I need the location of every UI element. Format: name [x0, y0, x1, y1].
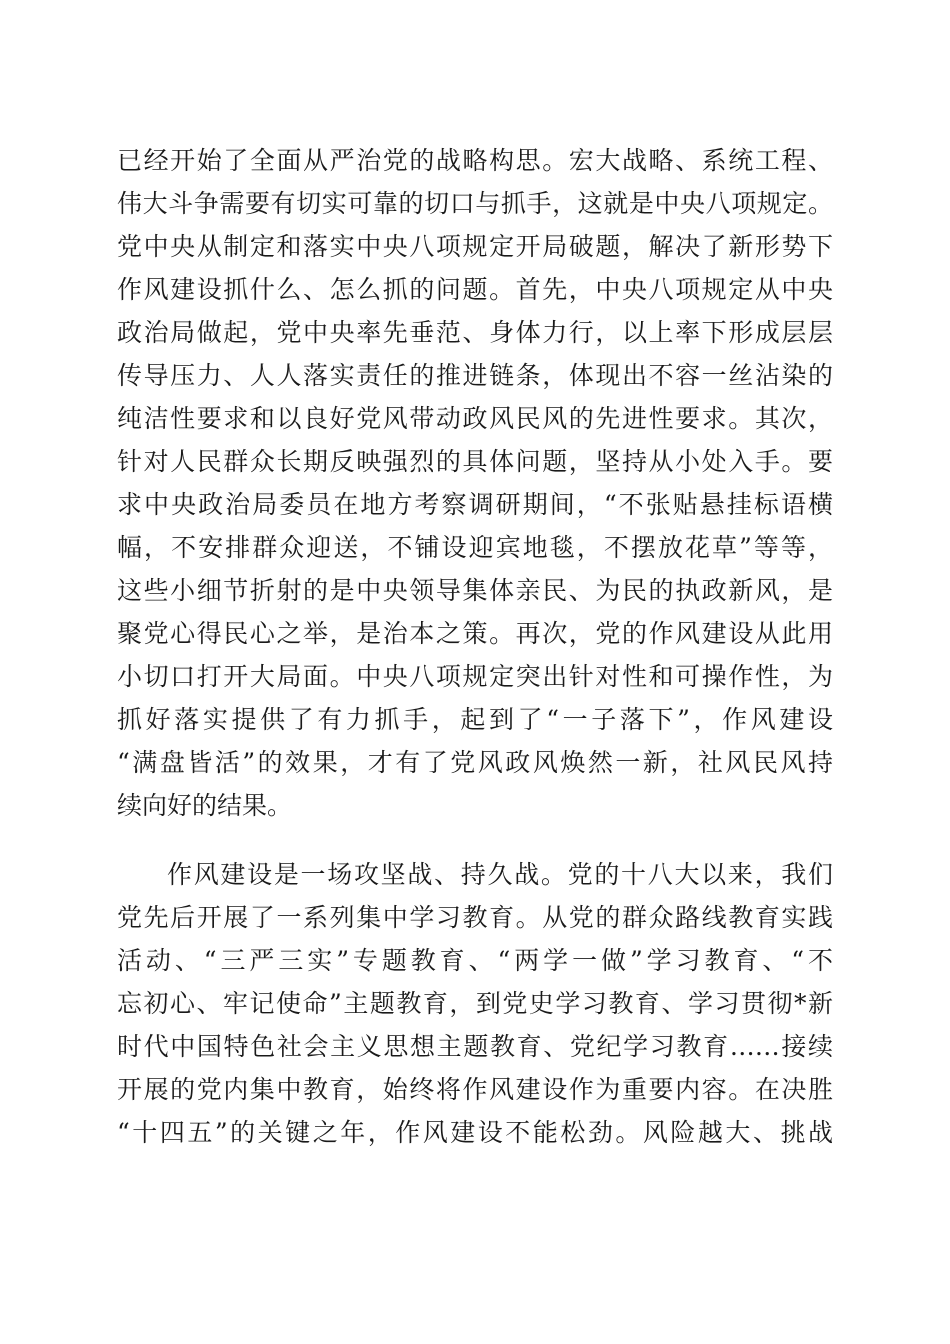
text-line: 聚党心得民心之举，是治本之策。再次，党的作风建设从此用 [117, 619, 833, 648]
text-line: 伟大斗争需要有切实可靠的切口与抓手，这就是中央八项规定。 [117, 189, 833, 218]
text-line: 政治局做起，党中央率先垂范、身体力行，以上率下形成层层 [117, 318, 833, 347]
text-line: 党中央从制定和落实中央八项规定开局破题，解决了新形势下 [117, 232, 833, 261]
text-line: 作风建设抓什么、怎么抓的问题。首先，中央八项规定从中央 [117, 275, 833, 304]
text-line: 抓好落实提供了有力抓手，起到了“一子落下”，作风建设 [117, 705, 833, 734]
text-line: 党先后开展了一系列集中学习教育。从党的群众路线教育实践 [117, 903, 833, 932]
text-line: 这些小细节折射的是中央领导集体亲民、为民的执政新风，是 [117, 576, 833, 605]
text-line: 开展的党内集中教育，始终将作风建设作为重要内容。在决胜 [117, 1075, 833, 1104]
text-line: “满盘皆活”的效果，才有了党风政风焕然一新，社风民风持 [117, 748, 833, 777]
text-line: 小切口打开大局面。中央八项规定突出针对性和可操作性，为 [117, 662, 833, 691]
text-line: 传导压力、人人落实责任的推进链条，体现出不容一丝沾染的 [117, 361, 833, 390]
text-line: 作风建设是一场攻坚战、持久战。党的十八大以来，我们 [167, 860, 833, 889]
text-line: “十四五”的关键之年，作风建设不能松劲。风险越大、挑战 [117, 1118, 833, 1147]
text-line: 已经开始了全面从严治党的战略构思。宏大战略、系统工程、 [117, 146, 833, 175]
text-line: 针对人民群众长期反映强烈的具体问题，坚持从小处入手。要 [117, 447, 833, 476]
text-line: 求中央政治局委员在地方考察调研期间，“不张贴悬挂标语横 [117, 490, 833, 519]
text-line: 忘初心、牢记使命”主题教育，到党史学习教育、学习贯彻*新 [117, 989, 833, 1018]
text-line: 活动、“三严三实”专题教育、“两学一做”学习教育、“不 [117, 946, 833, 975]
text-line: 续向好的结果。 [117, 791, 293, 820]
text-line: 纯洁性要求和以良好党风带动政风民风的先进性要求。其次， [117, 404, 833, 433]
text-line: 幅，不安排群众迎送，不铺设迎宾地毯，不摆放花草”等等， [117, 533, 833, 562]
text-line: 时代中国特色社会主义思想主题教育、党纪学习教育……接续 [117, 1032, 833, 1061]
